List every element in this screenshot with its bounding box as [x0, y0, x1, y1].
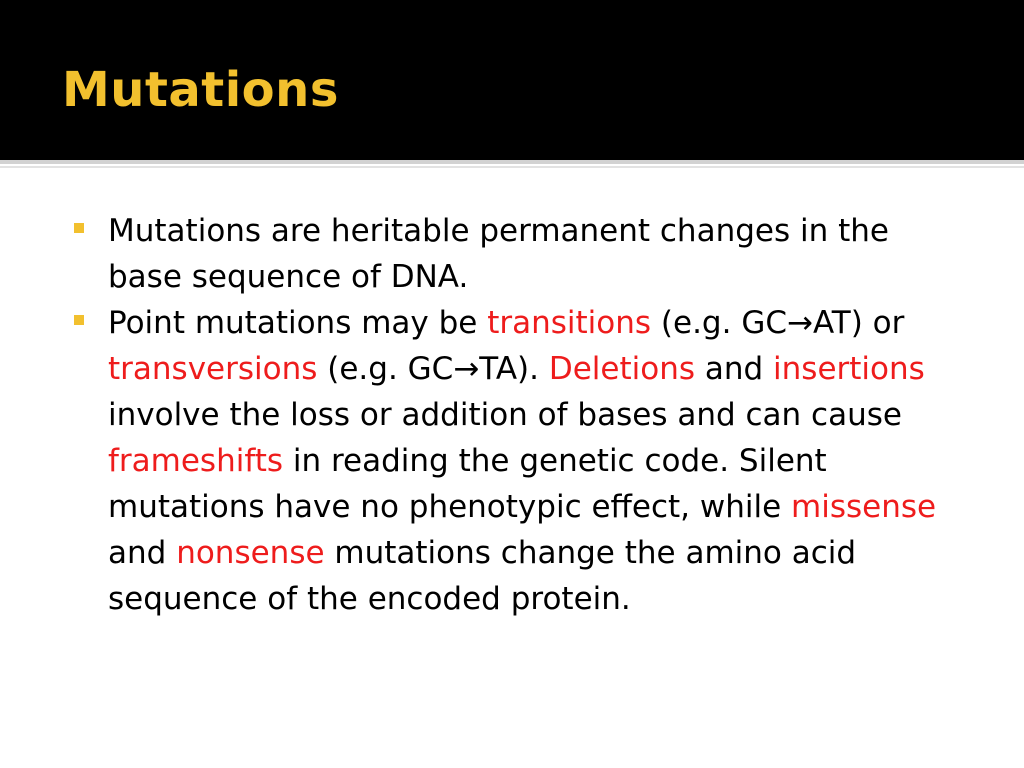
bullet-segment: Mutations are heritable permanent changes in the base sequence of DNA.: [108, 213, 889, 295]
term-deletions: Deletions: [548, 351, 696, 387]
bullet-segment: in reading the genetic code. Silent mutations have no phenotypic effect, while: [108, 443, 827, 525]
bullet-segment: involve the loss or addition of bases and can cause: [108, 397, 902, 433]
term-transversions: transversions: [108, 351, 318, 387]
term-transitions: transitions: [487, 305, 652, 341]
bullet-segment: (e.g. GC→AT) or: [651, 305, 905, 341]
term-missense: missense: [791, 489, 937, 525]
slide-title: Mutations: [62, 62, 339, 118]
term-nonsense: nonsense: [176, 535, 325, 571]
bullet-item: [72, 300, 952, 622]
term-insertions: insertions: [773, 351, 925, 387]
bullet-item: [72, 208, 952, 300]
bullet-square-icon: [74, 223, 84, 233]
bullet-segment: mutations change the amino acid sequence of the encoded protein.: [108, 535, 857, 617]
bullet-square-icon: [74, 315, 84, 325]
bullet-segment: and: [108, 535, 177, 571]
bullet-segment: Point mutations may be: [108, 305, 488, 341]
bullet-segment: and: [695, 351, 774, 387]
title-divider: [0, 160, 1024, 164]
bullet-list: [72, 208, 952, 622]
title-bar: [0, 0, 1024, 160]
term-frameshifts: frameshifts: [108, 443, 284, 479]
title-divider-thin: [0, 166, 1024, 168]
bullet-segment: (e.g. GC→TA).: [317, 351, 549, 387]
